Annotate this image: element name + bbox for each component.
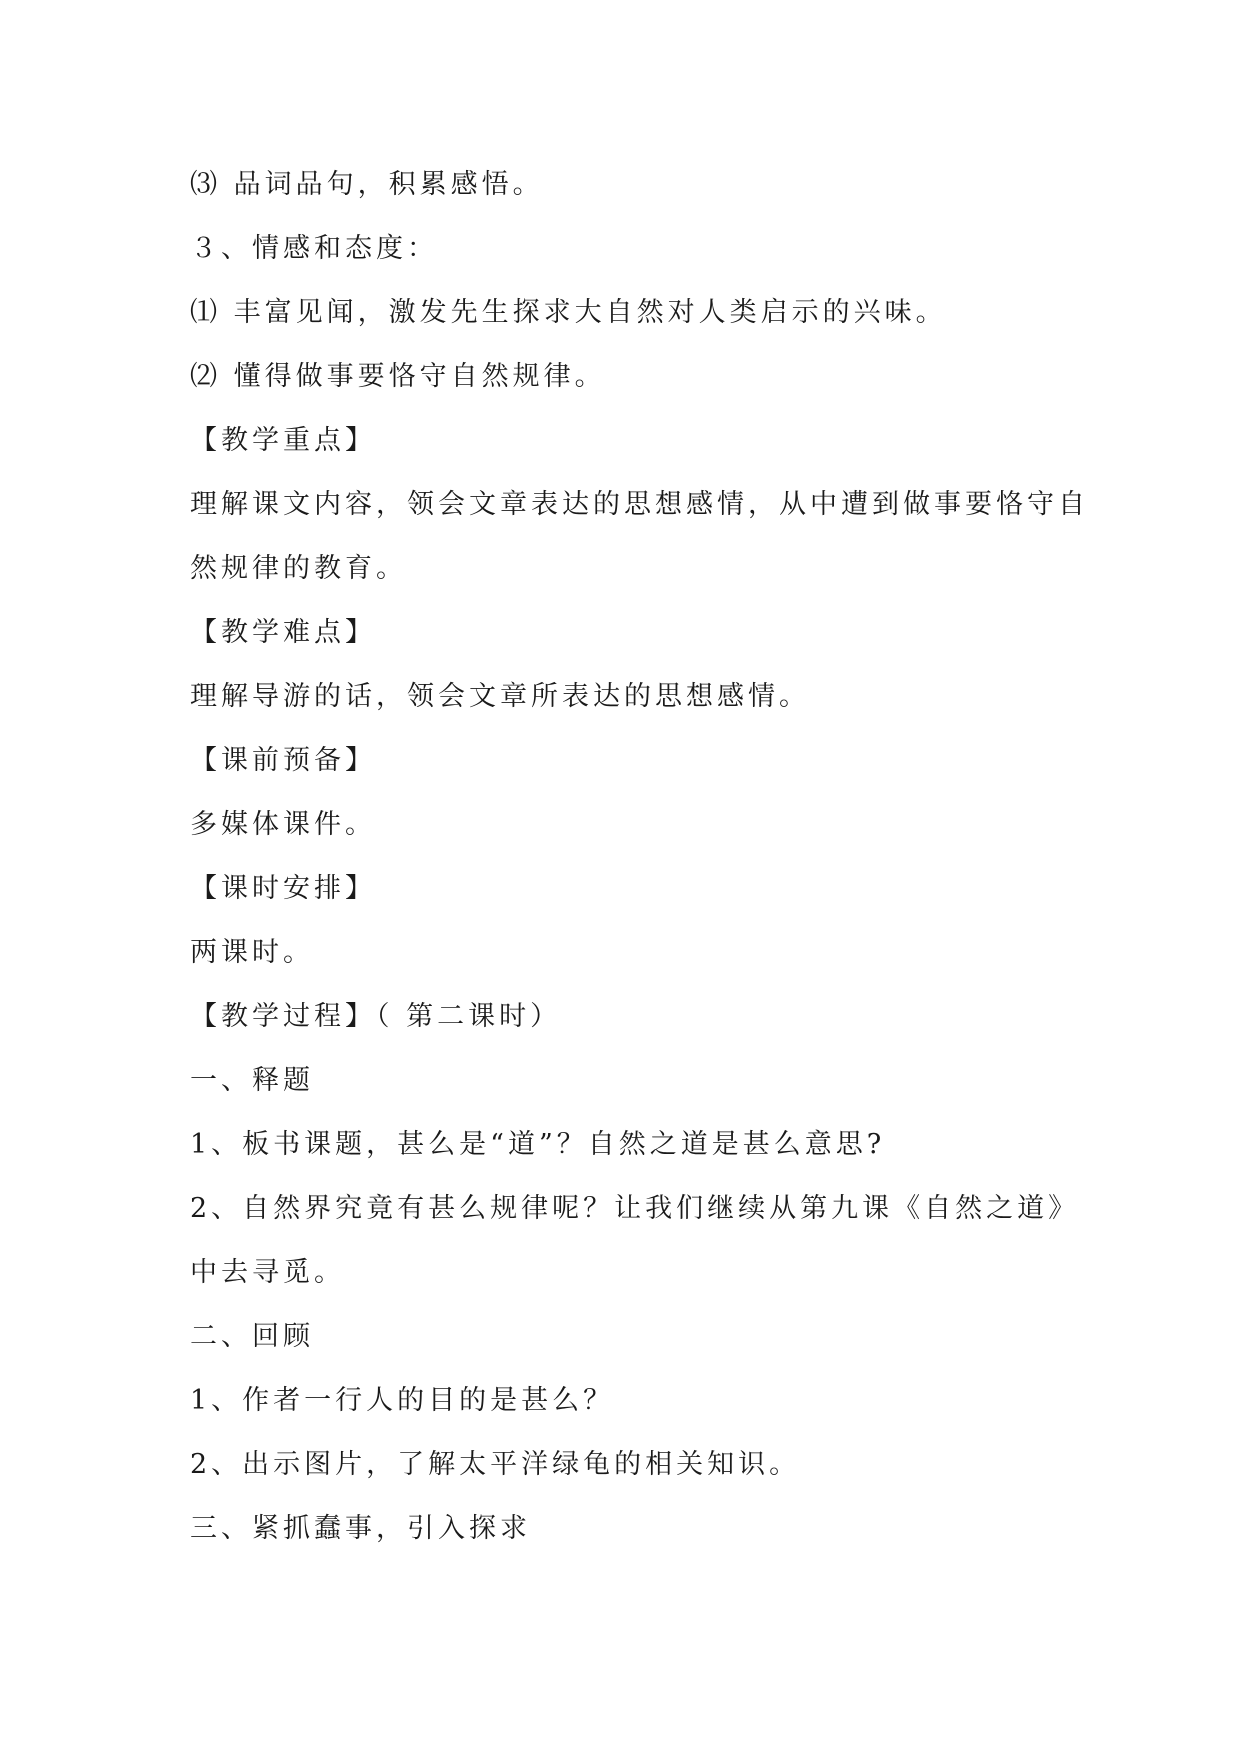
text-line: 然规律的教育。 [190,553,407,584]
section-heading: 【教学过程】（ 第二课时） [190,1001,562,1032]
text-line: ⑵ 懂得做事要恪守自然规律。 [190,361,606,392]
section-heading: 【教学难点】 [190,617,376,648]
text-line: ⑴ 丰富见闻，激发先生探求大自然对人类启示的兴味。 [190,297,947,328]
text-line: 三、紧抓蠢事，引入探求 [190,1513,531,1544]
section-heading: 【教学重点】 [190,425,376,456]
text-line: 1、板书课题，甚么是“道”？自然之道是甚么意思? [190,1129,886,1160]
text-line: 两课时。 [190,937,314,968]
section-heading: 【课时安排】 [190,873,376,904]
text-line: ３、情感和态度： [190,233,438,264]
text-line: 一、释题 [190,1065,314,1096]
text-line: 理解导游的话，领会文章所表达的思想感情。 [190,681,810,712]
text-line: 中去寻觅。 [190,1257,345,1288]
text-line: 理解课文内容，领会文章表达的思想感情，从中遭到做事要恪守自 [190,489,1089,520]
text-line: 1、作者一行人的目的是甚么？ [190,1385,615,1416]
text-line: 多媒体课件。 [190,809,376,840]
text-line: 二、回顾 [190,1321,314,1352]
text-line: ⑶ 品词品句，积累感悟。 [190,169,544,200]
text-line: 2、出示图片，了解太平洋绿龟的相关知识。 [190,1449,801,1480]
section-heading: 【课前预备】 [190,745,376,776]
text-line: 2、自然界究竟有甚么规律呢？让我们继续从第九课《自然之道》 [190,1193,1080,1224]
